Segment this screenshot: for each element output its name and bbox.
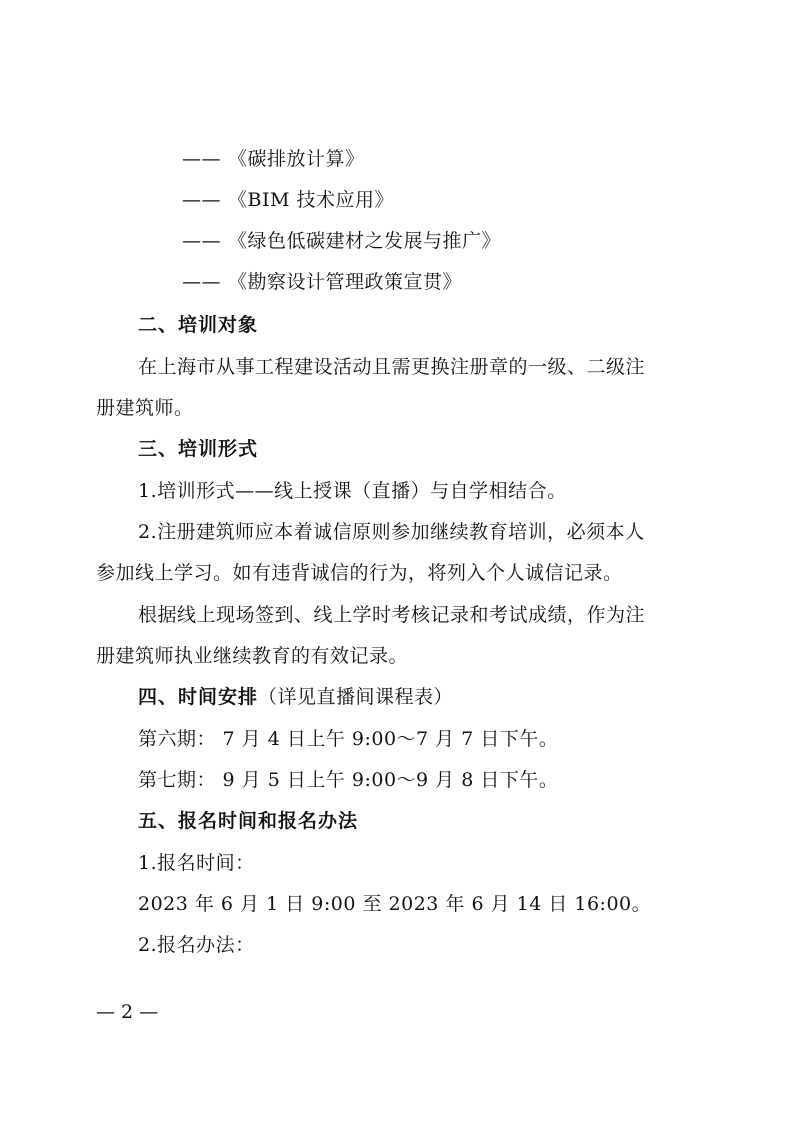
schedule-line: 第七期： 9 月 5 日上午 9:00～9 月 8 日下午。 (138, 769, 559, 791)
paragraph-line: 册建筑师。 (96, 397, 194, 419)
dash-mark: —— (182, 230, 221, 252)
list-item: 2.注册建筑师应本着诚信原则参加继续教育培训，必须本人 (138, 521, 645, 543)
list-item: 1.培训形式——线上授课（直播）与自学相结合。 (138, 480, 567, 502)
dash-mark: —— (182, 189, 221, 211)
schedule-line: 第六期： 7 月 4 日上午 9:00～7 月 7 日下午。 (138, 728, 559, 750)
section-heading: 五、报名时间和报名办法 (138, 810, 359, 832)
section-heading: 二、培训对象 (138, 314, 259, 336)
course-item (182, 227, 501, 255)
course-item (182, 268, 462, 296)
paragraph-line: 在上海市从事工程建设活动且需更换注册章的一级、二级注 (138, 356, 646, 378)
page-number: — 2 — (96, 1001, 159, 1023)
course-title: 《勘察设计管理政策宣贯》 (228, 271, 463, 293)
list-item: 2.报名办法： (138, 934, 255, 956)
paragraph-line: 参加线上学习。如有违背诚信的行为，将列入个人诚信记录。 (96, 562, 623, 584)
section-heading-note: （详见直播间课程表） (258, 686, 454, 708)
course-title: 《BIM 技术应用》 (228, 189, 394, 211)
course-title: 《绿色低碳建材之发展与推广》 (228, 230, 502, 252)
course-title: 《碳排放计算》 (228, 148, 365, 170)
paragraph-line: 册建筑师执业继续教育的有效记录。 (96, 645, 409, 667)
dash-mark: —— (182, 271, 221, 293)
section-heading-text: 四、时间安排 (138, 686, 259, 708)
list-item: 1.报名时间： (138, 852, 255, 874)
course-item (182, 186, 394, 214)
section-heading (138, 683, 453, 711)
section-heading: 三、培训形式 (138, 438, 259, 460)
paragraph-line: 根据线上现场签到、线上学时考核记录和考试成绩，作为注 (138, 604, 646, 626)
dash-mark: —— (182, 148, 221, 170)
course-item (182, 145, 365, 173)
date-range-line: 2023 年 6 月 1 日 9:00 至 2023 年 6 月 14 日 16:00。 (138, 893, 652, 915)
